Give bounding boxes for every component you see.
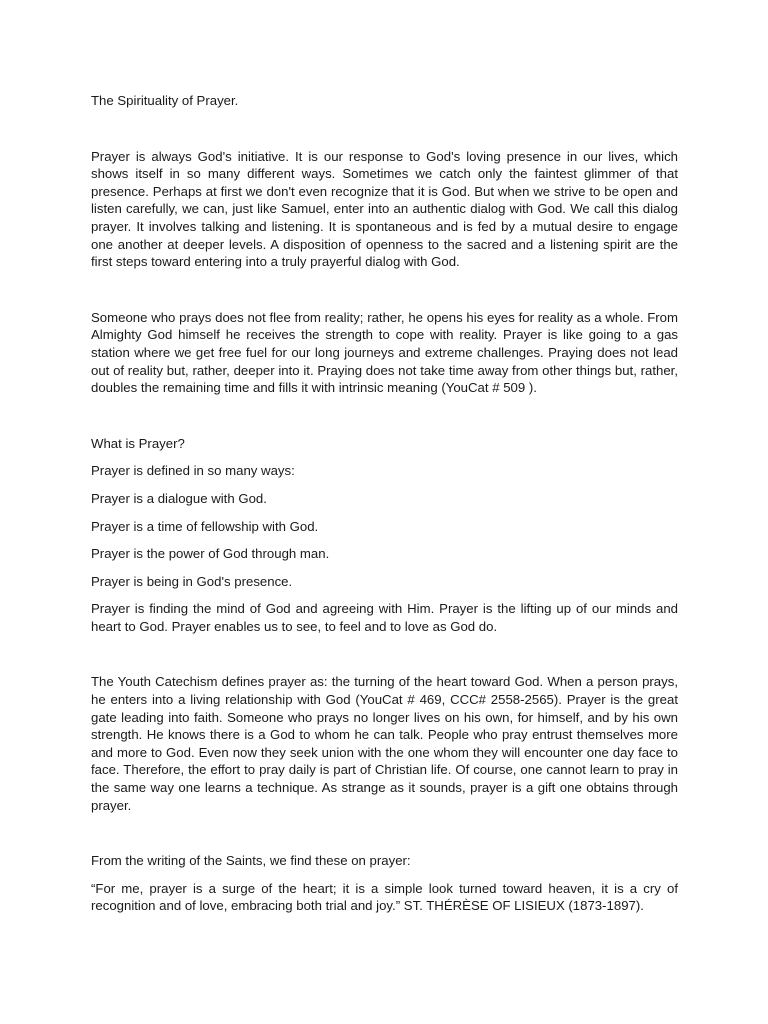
spacer (91, 870, 678, 880)
spacer (91, 110, 678, 148)
spacer (91, 271, 678, 309)
spacer (91, 508, 678, 518)
saints-intro: From the writing of the Saints, we find these on prayer: (91, 853, 411, 869)
spacer (91, 452, 678, 462)
saint-quote: “For me, prayer is a surge of the heart; it is a simple look turned toward heaven, it is a cry of recognition and of love, embracing both trial and joy.” ST. THÉRÈSE OF LISIEUX (1873-1897). (91, 880, 678, 914)
spacer (91, 563, 678, 573)
spacer (91, 480, 678, 490)
paragraph-reality: Someone who prays does not flee from reality; rather, he opens his eyes for reality as a whole. From Almighty God himself he receives the strength to cope with reality. Prayer is like going to a gas station where we get free fuel for our long journeys and extreme challenges. Praying does not lead out of reality but, rather, deeper into it. Praying does not take time away from other things but, rather, doubles the remaining time and fills it with intrinsic meaning (YouCat # 509 ). (91, 309, 678, 396)
spacer (91, 814, 678, 852)
spacer (91, 535, 678, 545)
definitions-intro: Prayer is defined in so many ways: (91, 463, 295, 479)
definition-item: Prayer is the power of God through man. (91, 546, 330, 562)
definition-item: Prayer is a time of fellowship with God. (91, 518, 319, 534)
paragraph-initiative: Prayer is always God's initiative. It is our response to God's loving presence in our lives, which shows itself in so many different ways. Sometimes we catch only the faintest glimmer of that presence. Perhaps at first we don't even recognize that it is God. But when we strive to be open and listen carefully, we can, just like Samuel, enter into an authentic dialog with God. We call this dialog prayer. It involves talking and listening. It is spontaneous and is fed by a mutual desire to engage one another at deeper levels. A disposition of openness to the sacred and a listening spirit are the first steps toward entering into a truly prayerful dialog with God. (91, 148, 678, 270)
section-question: What is Prayer? (91, 435, 185, 451)
document-title: The Spirituality of Prayer. (91, 93, 239, 108)
spacer (91, 635, 678, 673)
definition-item: Prayer is being in God's presence. (91, 573, 293, 589)
definition-item: Prayer is a dialogue with God. (91, 490, 267, 506)
spacer (91, 590, 678, 600)
paragraph-youth-catechism: The Youth Catechism defines prayer as: the turning of the heart toward God. When a person prays, he enters into a living relationship with God (YouCat # 469, CCC# 2558-2565). Prayer is the great gate leading into faith. Someone who prays no longer lives on his own, for himself, and by his own strength. He knows there is a God to whom he can talk. People who pray entrust themselves more and more to God. Even now they seek union with the one whom they will encounter one day face to face. Therefore, the effort to pray daily is part of Christian life. Of course, one cannot learn to pray in the same way one learns a technique. As strange as it sounds, prayer is a gift one obtains through prayer. (91, 674, 678, 813)
spacer (91, 397, 678, 435)
definition-item: Prayer is finding the mind of God and agreeing with Him. Prayer is the lifting up of our minds and heart to God. Prayer enables us to see, to feel and to love as God do. (91, 601, 678, 634)
document-page (91, 92, 678, 915)
